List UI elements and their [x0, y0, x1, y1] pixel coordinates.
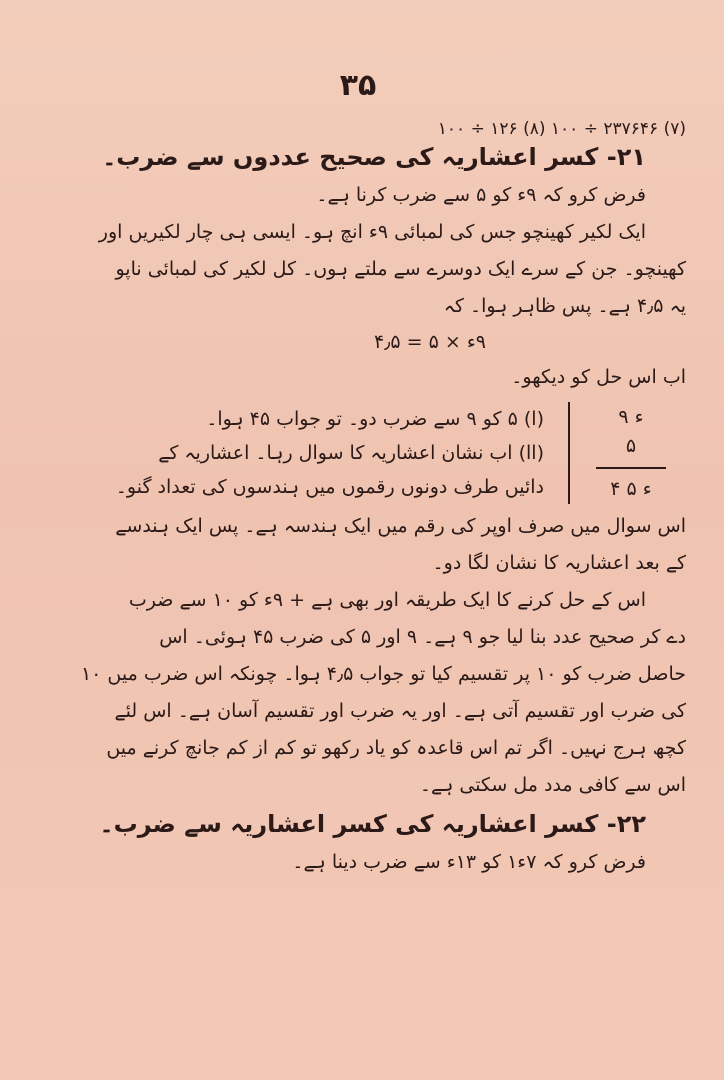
answer-line: (۷) ۲۳۷۶۴۶ ÷ ۱۰۰ (۸) ۱۲۶ ÷ ۱۰۰	[437, 119, 686, 139]
worked-solution	[30, 402, 686, 504]
calculation-column	[568, 402, 686, 504]
text-line: کی ضرب اور تقسیم آتی ہے۔ اور یہ ضرب اور تقسیم آسان ہے۔ اس لئے	[114, 700, 686, 722]
section-22-heading: ۲۲- کسر اعشاریہ کی کسر اعشاریہ سے ضرب۔	[99, 810, 646, 838]
text-line: اس سوال میں صرف اوپر کی رقم میں ایک ہندسہ ہے۔ پس ایک ہندسے	[115, 515, 686, 537]
equation: ۹ء × ۵ = ۴٫۵	[374, 331, 486, 353]
page-number: ۳۵	[339, 68, 377, 103]
see-solution: اب اس حل کو دیکھو۔	[511, 366, 686, 388]
text-line: یہ ۴٫۵ ہے۔ پس ظاہر ہوا۔ کہ	[443, 295, 686, 317]
step-line: (ا) ۵ کو ۹ سے ضرب دو۔ تو جواب ۴۵ ہوا۔	[206, 408, 544, 430]
calc-result: ۴ ء ۵	[610, 478, 652, 501]
calc-top: ۹ ء	[618, 405, 644, 428]
text-line: فرض کرو کہ ۷ء۱ کو ۱۳ء سے ضرب دینا ہے۔	[292, 851, 646, 873]
calc-multiplier: ۵	[625, 435, 637, 458]
text-line: اس سے کافی مدد مل سکتی ہے۔	[419, 774, 686, 796]
text-line: حاصل ضرب کو ۱۰ پر تقسیم کیا تو جواب ۴٫۵ ہوا۔ چونکہ اس ضرب میں ۱۰	[80, 663, 686, 685]
text-line: کھینچو۔ جن کے سرے ایک دوسرے سے ملتے ہوں۔ کل لکیر کی لمبائی ناپو	[115, 258, 686, 280]
text-line: دے کر صحیح عدد بنا لیا جو ۹ ہے۔ ۹ اور ۵ کی ضرب ۴۵ ہوئی۔ اس	[159, 626, 686, 648]
text-line: ایک لکیر کھینچو جس کی لمبائی ۹ء انچ ہو۔ ایسی ہی چار لکیریں اور	[98, 221, 646, 243]
section-21-heading: ۲۱- کسر اعشاریہ کی صحیح عددوں سے ضرب۔	[102, 143, 646, 171]
step-line: دائیں طرف دونوں رقموں میں ہندسوں کی تعداد گنو۔	[115, 476, 544, 498]
solution-steps	[30, 402, 568, 504]
step-line: (اا) اب نشان اعشاریہ کا سوال رہا۔ اعشاریہ کے	[158, 442, 544, 464]
calc-rule	[596, 467, 666, 469]
text-line: اس کے حل کرنے کا ایک طریقہ اور بھی ہے + ۹ء کو ۱۰ سے ضرب	[128, 589, 646, 611]
text-line: فرض کرو کہ ۹ء کو ۵ سے ضرب کرنا ہے۔	[316, 184, 646, 206]
text-line: کچھ ہرج نہیں۔ اگر تم اس قاعدہ کو یاد رکھو تو کم از کم جانچ کرنے میں	[106, 737, 686, 759]
text-line: کے بعد اعشاریہ کا نشان لگا دو۔	[432, 552, 686, 574]
